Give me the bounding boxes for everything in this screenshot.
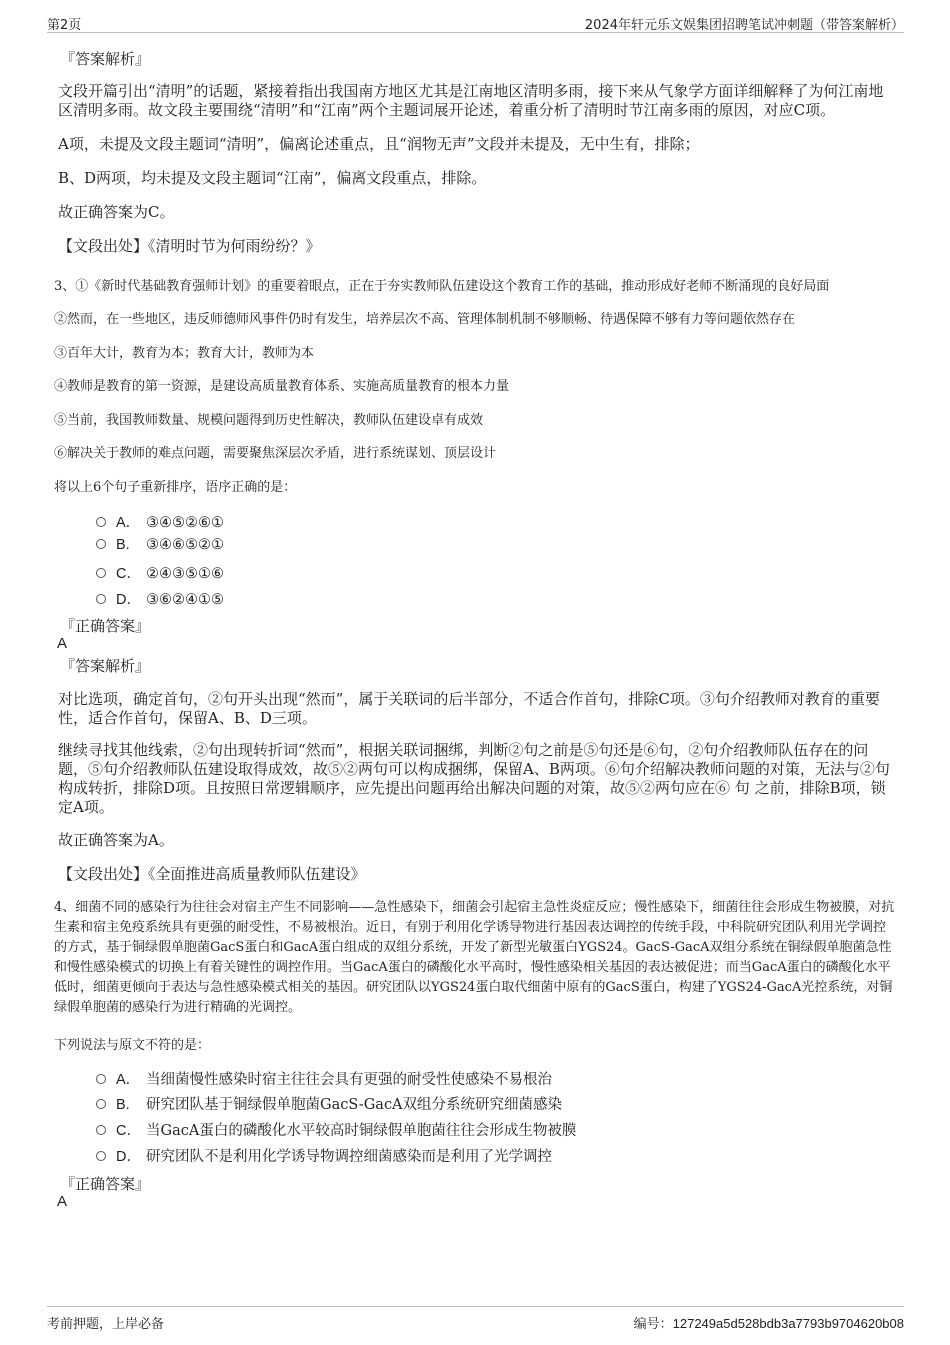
q4-answer: A bbox=[57, 1193, 68, 1210]
option-letter: B. bbox=[116, 1097, 130, 1113]
q2-analysis-p3: B、D两项，均未提及文段主题词“江南”，偏离文段重点，排除。 bbox=[58, 169, 487, 187]
document-title: 2024年轩元乐文娱集团招聘笔试冲刺题（带答案解析） bbox=[584, 18, 904, 33]
option-letter: D． bbox=[116, 1149, 141, 1165]
radio-icon[interactable] bbox=[96, 1099, 106, 1109]
q2-analysis-p4: 故正确答案为C。 bbox=[58, 203, 175, 221]
option-text: ③④⑥⑤②① bbox=[146, 537, 224, 553]
q3-analysis-p2: 继续寻找其他线索，②句出现转折词“然而”，根据关联词捆绑，判断②句之前是⑤句还是⑥句，②句介绍教师队伍存在的问题，⑤句介绍教师队伍建设取得成效，故⑤②两句可以构成捆绑，保留A、B两项。⑥句介绍解决教师问题的对策，无法与②句构成转折，排除D项。且按照日常逻辑顺序，应先提出问题再给出解决问题的对策，故⑤②两句应在⑥ 句 之前，排除B项，锁定A项。 bbox=[58, 741, 890, 816]
radio-icon[interactable] bbox=[96, 1151, 106, 1161]
option-text: 研究团队不是利用化学诱导物调控细菌感染而是利用了光学调控 bbox=[146, 1149, 552, 1165]
option-text: ③⑥②④①⑤ bbox=[146, 592, 224, 608]
q3-analysis-p3: 故正确答案为A。 bbox=[58, 831, 174, 849]
q3-sentence-1: 3、①《新时代基础教育强师计划》的重要着眼点，正在于夯实教师队伍建设这个教育工作的基础，推动形成好老师不断涌现的良好局面 bbox=[54, 279, 830, 294]
q3-prompt: 将以上6个句子重新排序，语序正确的是： bbox=[54, 480, 297, 495]
q3-sentence-5: ⑤当前，我国教师数量、规模问题得到历史性解决，教师队伍建设卓有成效 bbox=[54, 413, 484, 428]
q3-answer-label: 『正确答案』 bbox=[60, 617, 151, 635]
q4-option-b[interactable] bbox=[96, 1093, 562, 1114]
option-text: 当细菌慢性感染时宿主往往会具有更强的耐受性使感染不易根治 bbox=[146, 1072, 552, 1088]
q2-analysis-p1: 文段开篇引出“清明”的话题，紧接着指出我国南方地区尤其是江南地区清明多雨，接下来从气象学方面详细解释了为何江南地区清明多雨。故文段主要围绕“清明”和“江南”两个主题词展开论述，着重分析了清明时节江南多雨的原因，对应C项。 bbox=[58, 82, 884, 119]
q3-option-b[interactable] bbox=[96, 537, 224, 553]
page-number: 第2页 bbox=[47, 18, 82, 33]
q2-analysis-p2: A项，未提及文段主题词“清明”，偏离论述重点，且“润物无声”文段并未提及，无中生有，排除； bbox=[58, 135, 700, 153]
radio-icon[interactable] bbox=[96, 1074, 106, 1084]
q4-option-c[interactable] bbox=[96, 1119, 576, 1140]
option-letter: B. bbox=[116, 537, 130, 553]
option-letter: A． bbox=[116, 1072, 141, 1088]
option-letter: C． bbox=[116, 566, 141, 582]
q4-stem: 4、细菌不同的感染行为往往会对宿主产生不同影响——急性感染下，细菌会引起宿主急性炎症反应；慢性感染下，细菌往往会形成生物被膜，对抗生素和宿主免疫系统具有更强的耐受性，不易被根治。近日，有别于利用化学诱导物进行基因表达调控的传统手段，中科院研究团队利用光学调控的方式，基于铜绿假单胞菌GacS蛋白和GacA蛋白组成的双组分系统，开发了新型光敏蛋白YGS24。GacS-GacA双组分系统在铜绿假单胞菌急性和慢性感染模式的切换上有着关键性的调控作用。当GacA蛋白的磷酸化水平高时，慢性感染相关基因的表达被促进；而当GacA蛋白的磷酸化水平低时，细菌更倾向于表达与急性感染模式相关的基因。研究团队以YGS24蛋白取代细菌中原有的GacS蛋白，构建了YGS24-GacA光控系统，对铜绿假单胞菌的感染行为进行精确的光调控。 bbox=[54, 900, 895, 1015]
q3-analysis-p1: 对比选项，确定首句，②句开头出现“然而”，属于关联词的后半部分，不适合作首句，排除C项。③句介绍教师对教育的重要性，适合作首句，保留A、B、D三项。 bbox=[58, 690, 880, 727]
page-header bbox=[47, 12, 904, 33]
q3-answer: A bbox=[57, 635, 68, 652]
q3-option-a[interactable] bbox=[96, 511, 224, 532]
q3-source: 【文段出处】《全面推进高质量教师队伍建设》 bbox=[58, 865, 366, 883]
q3-sentence-3: ③百年大计，教育为本；教育大计，教师为本 bbox=[54, 346, 315, 361]
code-label: 编号： bbox=[633, 1317, 673, 1332]
radio-icon[interactable] bbox=[96, 568, 106, 578]
q3-analysis-label: 『答案解析』 bbox=[60, 657, 151, 675]
q3-option-c[interactable] bbox=[96, 562, 224, 583]
document-code bbox=[634, 1313, 904, 1332]
q4-option-d[interactable] bbox=[96, 1145, 552, 1166]
q3-sentence-2: ②然而，在一些地区，违反师德师风事件仍时有发生，培养层次不高、管理体制机制不够顺畅、待遇保障不够有力等问题依然存在 bbox=[54, 312, 796, 327]
radio-icon[interactable] bbox=[96, 1125, 106, 1135]
q2-analysis-label: 『答案解析』 bbox=[60, 50, 151, 68]
q3-sentence-6: ⑥解决关于教师的难点问题，需要聚焦深层次矛盾，进行系统谋划、顶层设计 bbox=[54, 446, 497, 461]
q2-source: 【文段出处】《清明时节为何雨纷纷？》 bbox=[58, 237, 321, 255]
q3-option-d[interactable] bbox=[96, 588, 224, 609]
q3-sentence-4: ④教师是教育的第一资源，是建设高质量教育体系、实施高质量教育的根本力量 bbox=[54, 379, 510, 394]
footer-slogan: 考前押题，上岸必备 bbox=[47, 1317, 165, 1332]
q4-option-a[interactable] bbox=[96, 1068, 552, 1089]
q4-answer-label: 『正确答案』 bbox=[60, 1175, 151, 1193]
radio-icon[interactable] bbox=[96, 539, 106, 549]
option-letter: C． bbox=[116, 1123, 141, 1139]
radio-icon[interactable] bbox=[96, 594, 106, 604]
option-text: ②④③⑤①⑥ bbox=[146, 566, 224, 582]
option-text: 研究团队基于铜绿假单胞菌GacS-GacA双组分系统研究细菌感染 bbox=[146, 1097, 563, 1113]
option-text: 当GacA蛋白的磷酸化水平较高时铜绿假单胞菌往往会形成生物被膜 bbox=[146, 1123, 577, 1139]
option-letter: A． bbox=[116, 515, 141, 531]
code-value: 127249a5d528bdb3a7793b9704620b08 bbox=[672, 1316, 904, 1331]
page-footer bbox=[47, 1306, 904, 1333]
option-letter: D． bbox=[116, 592, 141, 608]
radio-icon[interactable] bbox=[96, 517, 106, 527]
q4-prompt: 下列说法与原文不符的是： bbox=[54, 1038, 211, 1053]
option-text: ③④⑤②⑥① bbox=[146, 515, 224, 531]
